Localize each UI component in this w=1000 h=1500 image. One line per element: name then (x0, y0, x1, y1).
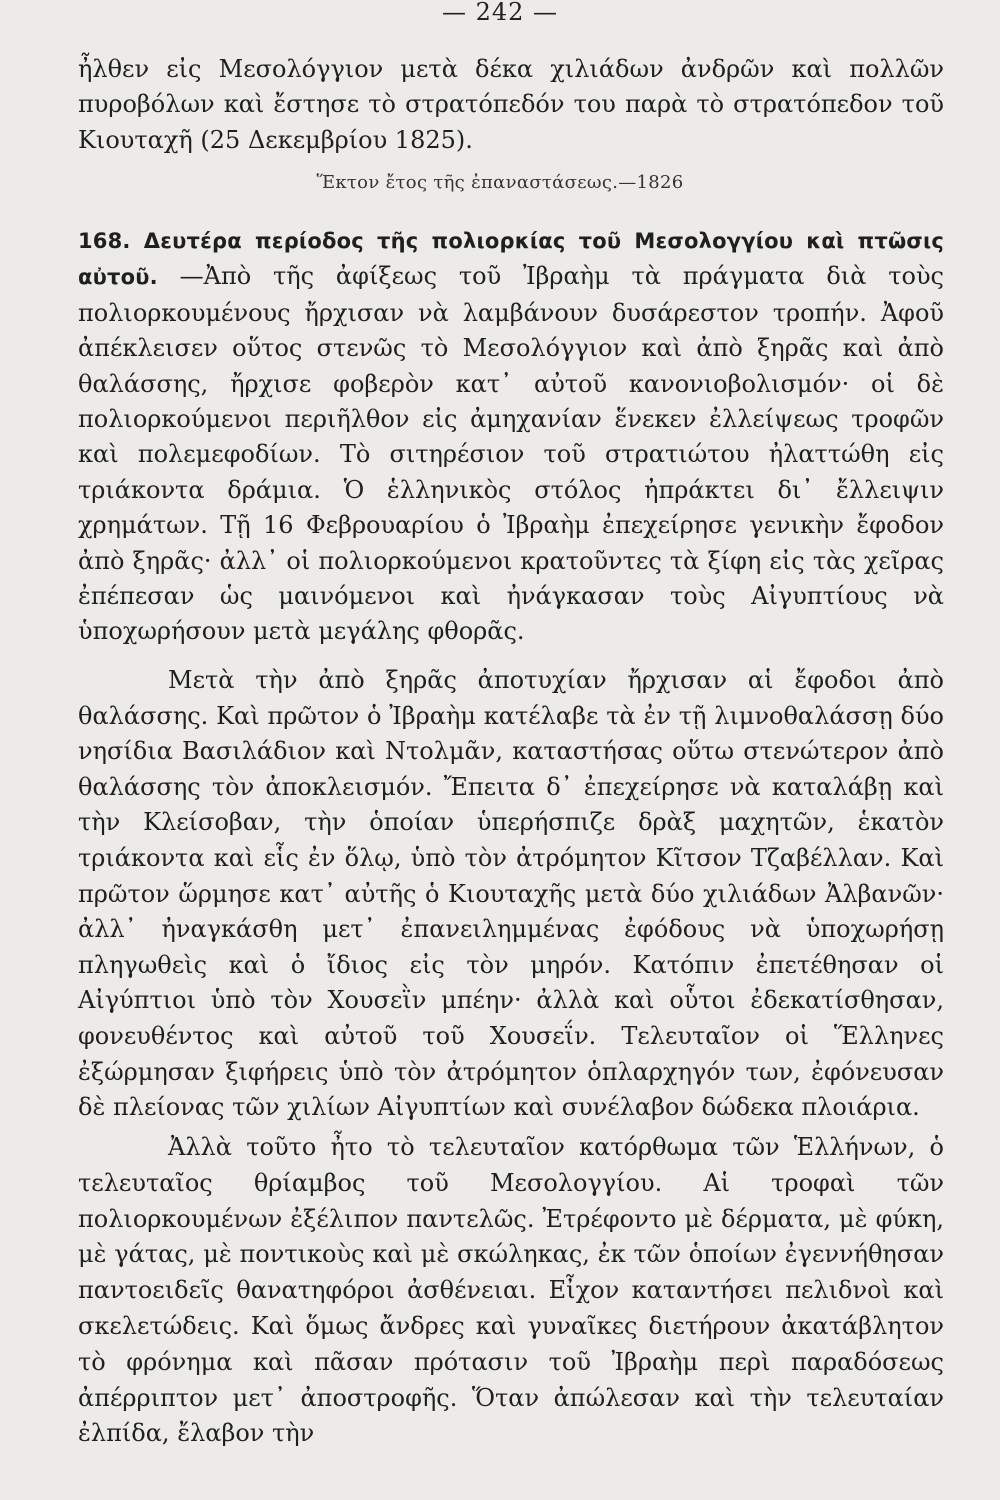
section-paragraph-3: Ἀλλὰ τοῦτο ἦτο τὸ τελευταῖον κατόρθωμα τῶν Ἑλλήνων, ὁ τελευταῖος θρίαμβος τοῦ Μεσολογγίου. Αἱ τροφαὶ τῶν πολιορκουμένων ἐξέλιπον παντελῶς. Ἐτρέφοντο μὲ δέρματα, μὲ φύκη, μὲ γάτας, μὲ ποντικοὺς καὶ μὲ σκώληκας, ἐκ τῶν ὁποίων ἐγεννήθησαν παντοειδεῖς θανατηφόροι ἀσθένειαι. Εἶχον καταντήσει πελιδνοὶ καὶ σκελετώδεις. Καὶ ὅμως ἄνδρες καὶ γυναῖκες διετήρουν ἀκατάβλητον τὸ φρόνημα καὶ πᾶσαν πρότασιν τοῦ Ἰβραὴμ περὶ παραδόσεως ἀπέρριπτον μετ᾽ ἀποστροφῆς. Ὅταν ἀπώλεσαν καὶ τὴν τελευταίαν ἐλπίδα, ἔλαβον τὴν (78, 1133, 944, 1448)
page-number: — 242 — (441, 0, 559, 26)
section-heading: 168. Δευτέρα περίοδος τῆς πολιορκίας τοῦ Μεσολογγίου καὶ πτῶσις αὐτοῦ. (78, 229, 944, 290)
subheading: Ἕκτον ἔτος τῆς ἐπαναστάσεως.—1826 (316, 172, 684, 193)
section-paragraph-2: Μετὰ τὴν ἀπὸ ξηρᾶς ἀποτυχίαν ἤρχισαν αἱ ἔφοδοι ἀπὸ θαλάσσης. Καὶ πρῶτον ὁ Ἰβραὴμ κατέλαβε τὰ ἐν τῇ λιμνοθαλάσσῃ δύο νησίδια Βασιλάδιον καὶ Ντολμᾶν, καταστήσας οὕτω στενώτερον ἀπὸ θαλάσσης τὸν ἀποκλεισμόν. Ἔπειτα δ᾽ ἐπεχείρησε νὰ καταλάβῃ καὶ τὴν Κλείσοβαν, τὴν ὁποίαν ὑπερήσπιζε δρὰξ μαχητῶν, ἑκατὸν τριάκοντα καὶ εἷς ἐν ὅλῳ, ὑπὸ τὸν ἀτρόμητον Κῖτσον Τζαβέλλαν. Καὶ πρῶτον ὥρμησε κατ᾽ αὐτῆς ὁ Κιουταχῆς μετὰ δύο χιλιάδων Ἀλβανῶν· ἀλλ᾽ ἠναγκάσθη μετ᾽ ἐπανειλημμένας ἐφόδους νὰ ὑποχωρήσῃ πληγωθεὶς καὶ ὁ ἴδιος εἰς τὸν μηρόν. Κατόπιν ἐπετέθησαν οἱ Αἰγύπτιοι ὑπὸ τὸν Χουσεῒν μπέην· ἀλλὰ καὶ οὗτοι ἐδεκατίσθησαν, φονευθέντος καὶ αὐτοῦ τοῦ Χουσεΐν. Τελευταῖον οἱ Ἕλληνες ἐξώρμησαν ξιφήρεις ὑπὸ τὸν ἀτρόμητον ὁπλαρχηγόν των, ἐφόνευσαν δὲ πλείονας τῶν χιλίων Αἰγυπτίων καὶ συνέλαβον δώδεκα πλοιάρια. (78, 666, 944, 1122)
section-168 (78, 223, 944, 650)
section-paragraph-1: —Ἀπὸ τῆς ἀφίξεως τοῦ Ἰβραὴμ τὰ πράγματα διὰ τοὺς πολιορκουμένους ἤρχισαν νὰ λαμβάνουν δυσάρεστον τροπήν. Ἀφοῦ ἀπέκλεισεν οὕτος στενῶς τὸ Μεσολόγγιον καὶ ἀπὸ ξηρᾶς καὶ ἀπὸ θαλάσσης, ἤρχισε φοβερὸν κατ᾽ αὐτοῦ κανονιοβολισμόν· οἱ δὲ πολιορκούμενοι περιῆλθον εἰς ἀμηχανίαν ἕνεκεν ἐλλείψεως τροφῶν καὶ πολεμεφοδίων. Τὸ σιτηρέσιον τοῦ στρατιώτου ἠλαττώθη εἰς τριάκοντα δράμια. Ὁ ἑλληνικὸς στόλος ἠπράκτει δι᾽ ἔλλειψιν χρημάτων. Τῇ 16 Φεβρουαρίου ὁ Ἰβραὴμ ἐπεχείρησε γενικὴν ἔφοδον ἀπὸ ξηρᾶς· ἀλλ᾽ οἱ πολιορκούμενοι κρατοῦντες τὰ ξίφη εἰς τὰς χεῖρας ἐπέπεσαν ὡς μαινόμενοι καὶ ἠνάγκασαν τοὺς Αἰγυπτίους νὰ ὑποχωρήσουν μετὰ μεγάλης φθορᾶς. (78, 262, 944, 646)
opening-paragraph: ἦλθεν εἰς Μεσολόγγιον μετὰ δέκα χιλιάδων ἀνδρῶν καὶ πολλῶν πυροβόλων καὶ ἔστησε τὸ στρατόπεδόν του παρὰ τὸ στρατόπεδον τοῦ Κιουταχῆ (25 Δεκεμβρίου 1825). (78, 55, 944, 154)
